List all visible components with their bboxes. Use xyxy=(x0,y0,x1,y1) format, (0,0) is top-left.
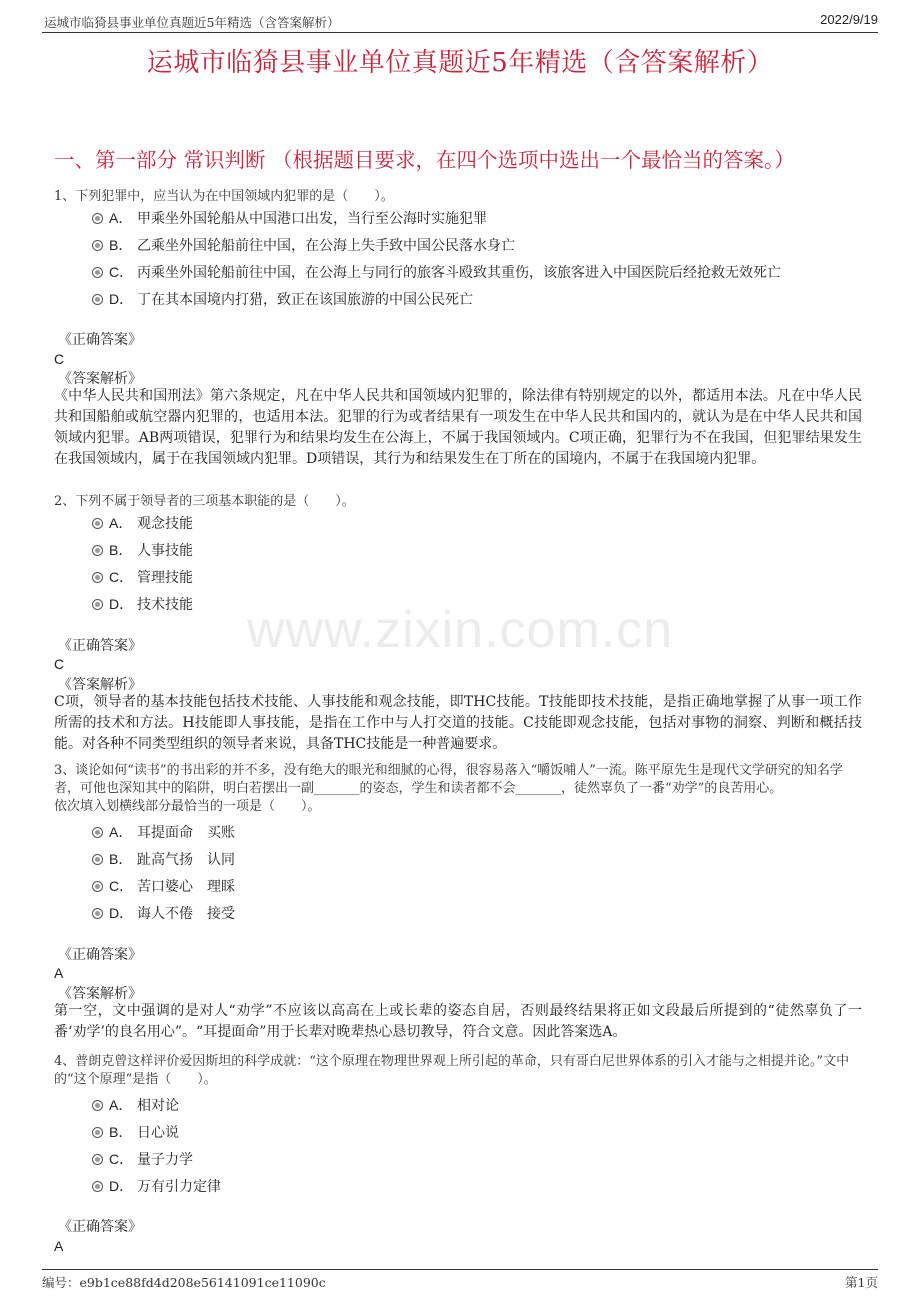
watermark: www.zixin.com.cn xyxy=(246,601,674,659)
analysis-text: C项，领导者的基本技能包括技术技能、人事技能和观念技能，即THC技能。T技能即技术技能，是指正确地掌握了从事一项工作所需的技术和方法。H技能即人事技能，是指在工作中与人打交道的技能。C技能即观念技能，包括对事物的洞察、判断和概括技能。对各种不同类型组织的领导者来说，具备THC技能是一种普遍要求。 xyxy=(54,694,862,752)
section-title: 一、第一部分 常识判断 （根据题目要求，在四个选项中选出一个最恰当的答案。） xyxy=(54,148,795,172)
radio-icon[interactable] xyxy=(92,213,103,224)
radio-icon[interactable] xyxy=(92,240,103,251)
radio-icon[interactable] xyxy=(92,545,103,556)
option-b[interactable]: B． 趾高气扬 认同 xyxy=(92,849,235,870)
radio-icon[interactable] xyxy=(92,267,103,278)
footer-doc-code: 编号：e9b1ce88fd4d208e56141091ce11090c xyxy=(42,1275,326,1290)
option-d[interactable]: D． 诲人不倦 接受 xyxy=(92,903,235,924)
question-stem: 2、下列不属于领导者的三项基本职能的是（ ）。 xyxy=(54,494,355,509)
question-stem: 3、谈论如何“读书”的书出彩的并不多，没有绝大的眼光和细腻的心得，很容易落入“嚼饭哺人”一流。陈平原先生是现代文学研究的知名学者，可他也深知其中的陷阱，明白若摆出一副_______的姿态，学生和读者都不会_______，徒然辜负了一番“劝学”的良苦用心。 依次填入划横线部分最恰当的一项是（ ）。 xyxy=(54,763,843,814)
radio-icon[interactable] xyxy=(92,1100,103,1111)
option-c[interactable]: C． 苦口婆心 理睬 xyxy=(92,876,235,897)
correct-answer: A xyxy=(54,1238,64,1254)
radio-icon[interactable] xyxy=(92,1181,103,1192)
correct-answer-label: 《正确答案》 xyxy=(58,332,142,348)
header-doc-title: 运城市临猗县事业单位真题近5年精选（含答案解析） xyxy=(44,15,340,30)
analysis-text: 第一空，文中强调的是对人“劝学”不应该以高高在上或长辈的姿态自居，否则最终结果将正如文段最后所提到的“徒然辜负了一番‘劝学’的良名用心”。“耳提面命”用于长辈对晚辈热心恳切教导，符合文意。因此答案选A。 xyxy=(54,1003,862,1040)
option-c[interactable]: C． 管理技能 xyxy=(92,567,193,588)
option-b[interactable]: B． 乙乘坐外国轮船前往中国，在公海上失手致中国公民落水身亡 xyxy=(92,235,515,256)
question-stem: 1、下列犯罪中，应当认为在中国领域内犯罪的是（ ）。 xyxy=(54,189,394,204)
correct-answer: C xyxy=(54,656,65,672)
radio-icon[interactable] xyxy=(92,827,103,838)
analysis-label: 《答案解析》 xyxy=(58,371,142,387)
radio-icon[interactable] xyxy=(92,908,103,919)
question-stem: 4、普朗克曾这样评价爱因斯坦的科学成就：“这个原理在物理世界观上所引起的革命，只有哥白尼世界体系的引入才能与之相提并论。”文中的“这个原理”是指（ ）。 xyxy=(54,1054,850,1087)
correct-answer: C xyxy=(54,351,65,367)
page-footer xyxy=(42,1269,878,1290)
radio-icon[interactable] xyxy=(92,518,103,529)
option-d[interactable]: D． 技术技能 xyxy=(92,594,193,615)
option-a[interactable]: A． 耳提面命 买账 xyxy=(92,822,235,843)
radio-icon[interactable] xyxy=(92,881,103,892)
radio-icon[interactable] xyxy=(92,854,103,865)
option-b[interactable]: B． 人事技能 xyxy=(92,540,193,561)
analysis-text: 《中华人民共和国刑法》第六条规定，凡在中华人民共和国领域内犯罪的，除法律有特别规定的以外，都适用本法。凡在中华人民共和国船舶或航空器内犯罪的，也适用本法。犯罪的行为或者结果有一项发生在中华人民共和国内的，就认为是在中华人民共和国领域内犯罪。AB两项错误，犯罪行为和结果均发生在公海上，不属于我国领域内。C项正确，犯罪行为不在我国，但犯罪结果发生在我国领域内，属于在我国领域内犯罪。D项错误，其行为和结果发生在丁所在的国境内，不属于在我国境内犯罪。 xyxy=(54,388,862,467)
option-a[interactable]: A． 甲乘坐外国轮船从中国港口出发，当行至公海时实施犯罪 xyxy=(92,208,487,229)
option-c[interactable]: C． 丙乘坐外国轮船前往中国，在公海上与同行的旅客斗殴致其重伤，该旅客进入中国医院后经抢救无效死亡 xyxy=(92,262,781,283)
option-a[interactable]: A． 相对论 xyxy=(92,1095,179,1116)
page-header xyxy=(42,10,878,33)
analysis-label: 《答案解析》 xyxy=(58,986,142,1002)
option-d[interactable]: D． 万有引力定律 xyxy=(92,1176,221,1197)
option-c[interactable]: C． 量子力学 xyxy=(92,1149,193,1170)
correct-answer-label: 《正确答案》 xyxy=(58,638,142,654)
header-date: 2022/9/19 xyxy=(820,12,878,27)
radio-icon[interactable] xyxy=(92,1127,103,1138)
correct-answer-label: 《正确答案》 xyxy=(58,947,142,963)
radio-icon[interactable] xyxy=(92,1154,103,1165)
radio-icon[interactable] xyxy=(92,572,103,583)
footer-page-number: 第1页 xyxy=(845,1275,878,1290)
radio-icon[interactable] xyxy=(92,294,103,305)
correct-answer-label: 《正确答案》 xyxy=(58,1219,142,1235)
correct-answer: A xyxy=(54,965,64,981)
option-d[interactable]: D． 丁在其本国境内打猎，致正在该国旅游的中国公民死亡 xyxy=(92,289,473,310)
option-b[interactable]: B． 日心说 xyxy=(92,1122,179,1143)
analysis-label: 《答案解析》 xyxy=(58,677,142,693)
main-title: 运城市临猗县事业单位真题近5年精选（含答案解析） xyxy=(146,48,774,78)
option-a[interactable]: A． 观念技能 xyxy=(92,513,193,534)
